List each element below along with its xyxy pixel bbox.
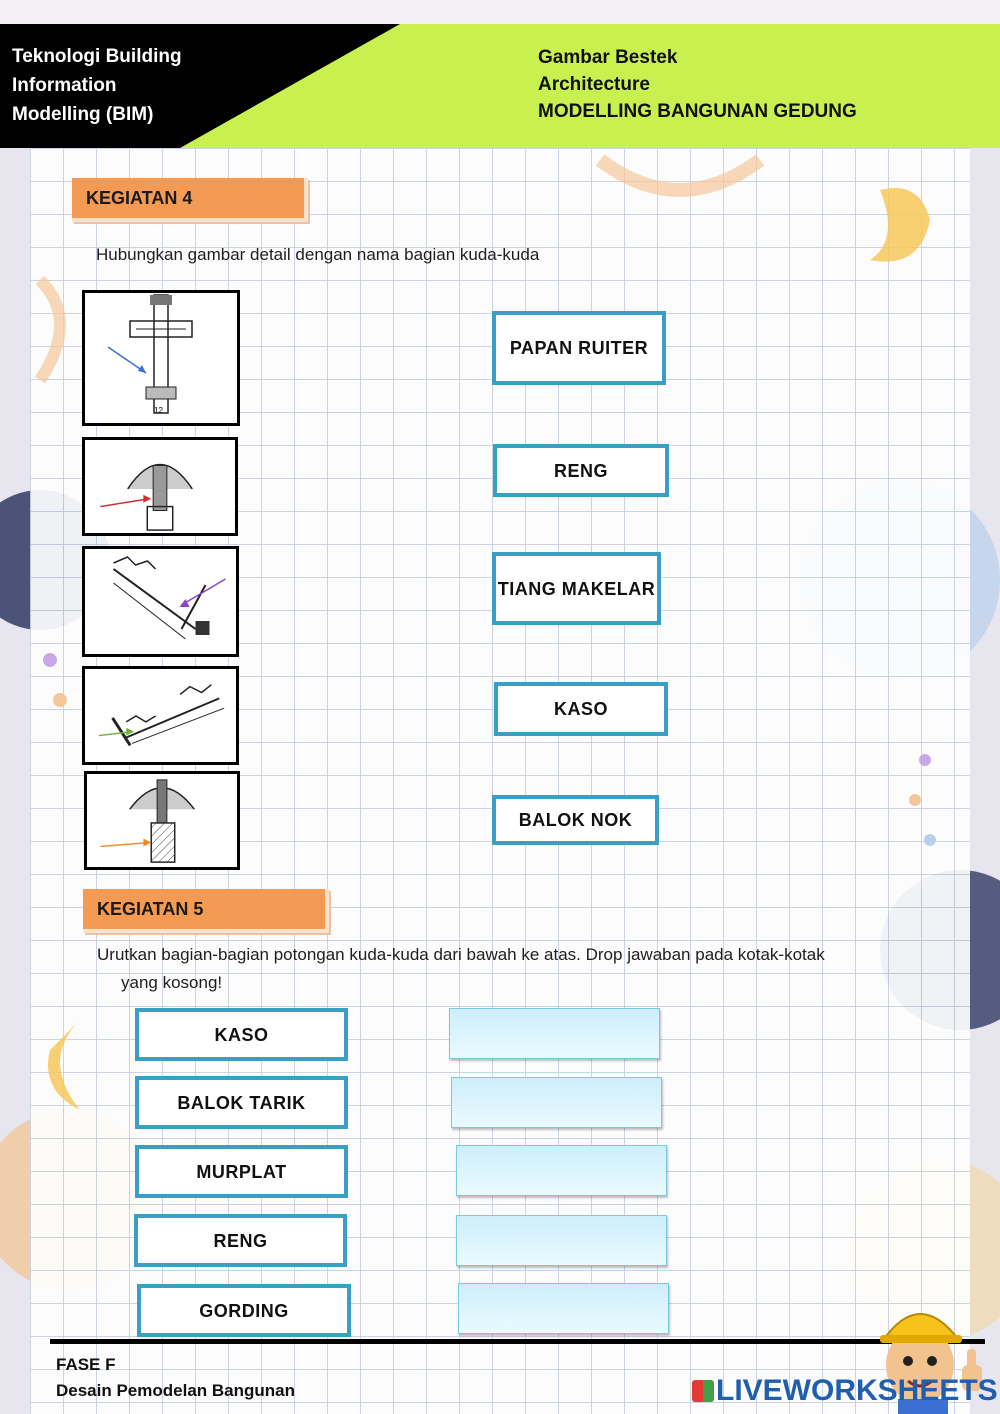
- drop-slot-3[interactable]: [456, 1145, 667, 1196]
- liveworksheets-logo-icon: [692, 1380, 714, 1402]
- header-left-line: Teknologi Building: [12, 46, 182, 67]
- arrow-red: [100, 499, 149, 507]
- header-right-line: MODELLING BANGUNAN GEDUNG: [538, 101, 857, 122]
- header-course-title: [12, 42, 182, 129]
- drag-item-murplat[interactable]: MURPLAT: [135, 1145, 348, 1198]
- kegiatan-5-label: KEGIATAN 5: [83, 889, 329, 933]
- ridge-beam-detail-icon: [85, 440, 235, 533]
- label-kaso[interactable]: KASO: [494, 682, 668, 736]
- drag-item-gording[interactable]: GORDING: [137, 1284, 351, 1337]
- detail-image-4: [82, 666, 239, 765]
- detail-image-3: [82, 546, 239, 657]
- drag-item-balok-tarik[interactable]: BALOK TARIK: [135, 1076, 348, 1129]
- kegiatan-4-label: KEGIATAN 4: [72, 178, 308, 222]
- label-reng[interactable]: RENG: [493, 444, 669, 497]
- detail-image-2: [82, 437, 238, 536]
- footer-divider: [50, 1339, 985, 1344]
- detail-image-1: [82, 290, 240, 426]
- header-left-line: Modelling (BIM): [12, 104, 154, 125]
- truss-king-post-detail-icon: [85, 293, 237, 423]
- header-right-line: Architecture: [538, 74, 650, 95]
- drag-item-reng[interactable]: RENG: [134, 1214, 347, 1267]
- drop-slot-4[interactable]: [456, 1215, 667, 1266]
- drop-slot-5[interactable]: [458, 1283, 669, 1334]
- instruction-line: yang kosong!: [121, 973, 223, 992]
- header-left-line: Information: [12, 75, 117, 96]
- drop-slot-1[interactable]: [449, 1008, 660, 1059]
- rafter-purlin-detail-icon: [85, 549, 236, 654]
- liveworksheets-brand[interactable]: [692, 1374, 998, 1408]
- footer-fase: FASE F: [56, 1355, 116, 1374]
- arrow-orange: [100, 843, 149, 847]
- label-balok-nok[interactable]: BALOK NOK: [492, 795, 659, 845]
- header-right-line: Gambar Bestek: [538, 47, 678, 68]
- detail-image-5: [84, 771, 240, 870]
- label-tiang-makelar[interactable]: TIANG MAKELAR: [492, 552, 661, 625]
- arrow-purple: [182, 579, 226, 605]
- drag-item-kaso[interactable]: KASO: [135, 1008, 348, 1061]
- footer-info: [56, 1352, 295, 1404]
- brand-text: LIVEWORKSHEETS: [716, 1374, 998, 1407]
- svg-text:12: 12: [154, 406, 163, 415]
- kegiatan-4-instruction: Hubungkan gambar detail dengan nama bagian kuda-kuda: [96, 245, 540, 264]
- eaves-batten-detail-icon: [85, 669, 236, 762]
- drop-slot-2[interactable]: [451, 1077, 662, 1128]
- footer-subject: Desain Pemodelan Bangunan: [56, 1381, 295, 1400]
- ridge-board-detail-icon: [87, 774, 237, 867]
- header-topic-title: [538, 44, 857, 125]
- kegiatan-5-instruction: [97, 941, 825, 997]
- label-papan-ruiter[interactable]: PAPAN RUITER: [492, 311, 666, 385]
- instruction-line: Urutkan bagian-bagian potongan kuda-kuda dari bawah ke atas. Drop jawaban pada kotak-kotak: [97, 945, 825, 964]
